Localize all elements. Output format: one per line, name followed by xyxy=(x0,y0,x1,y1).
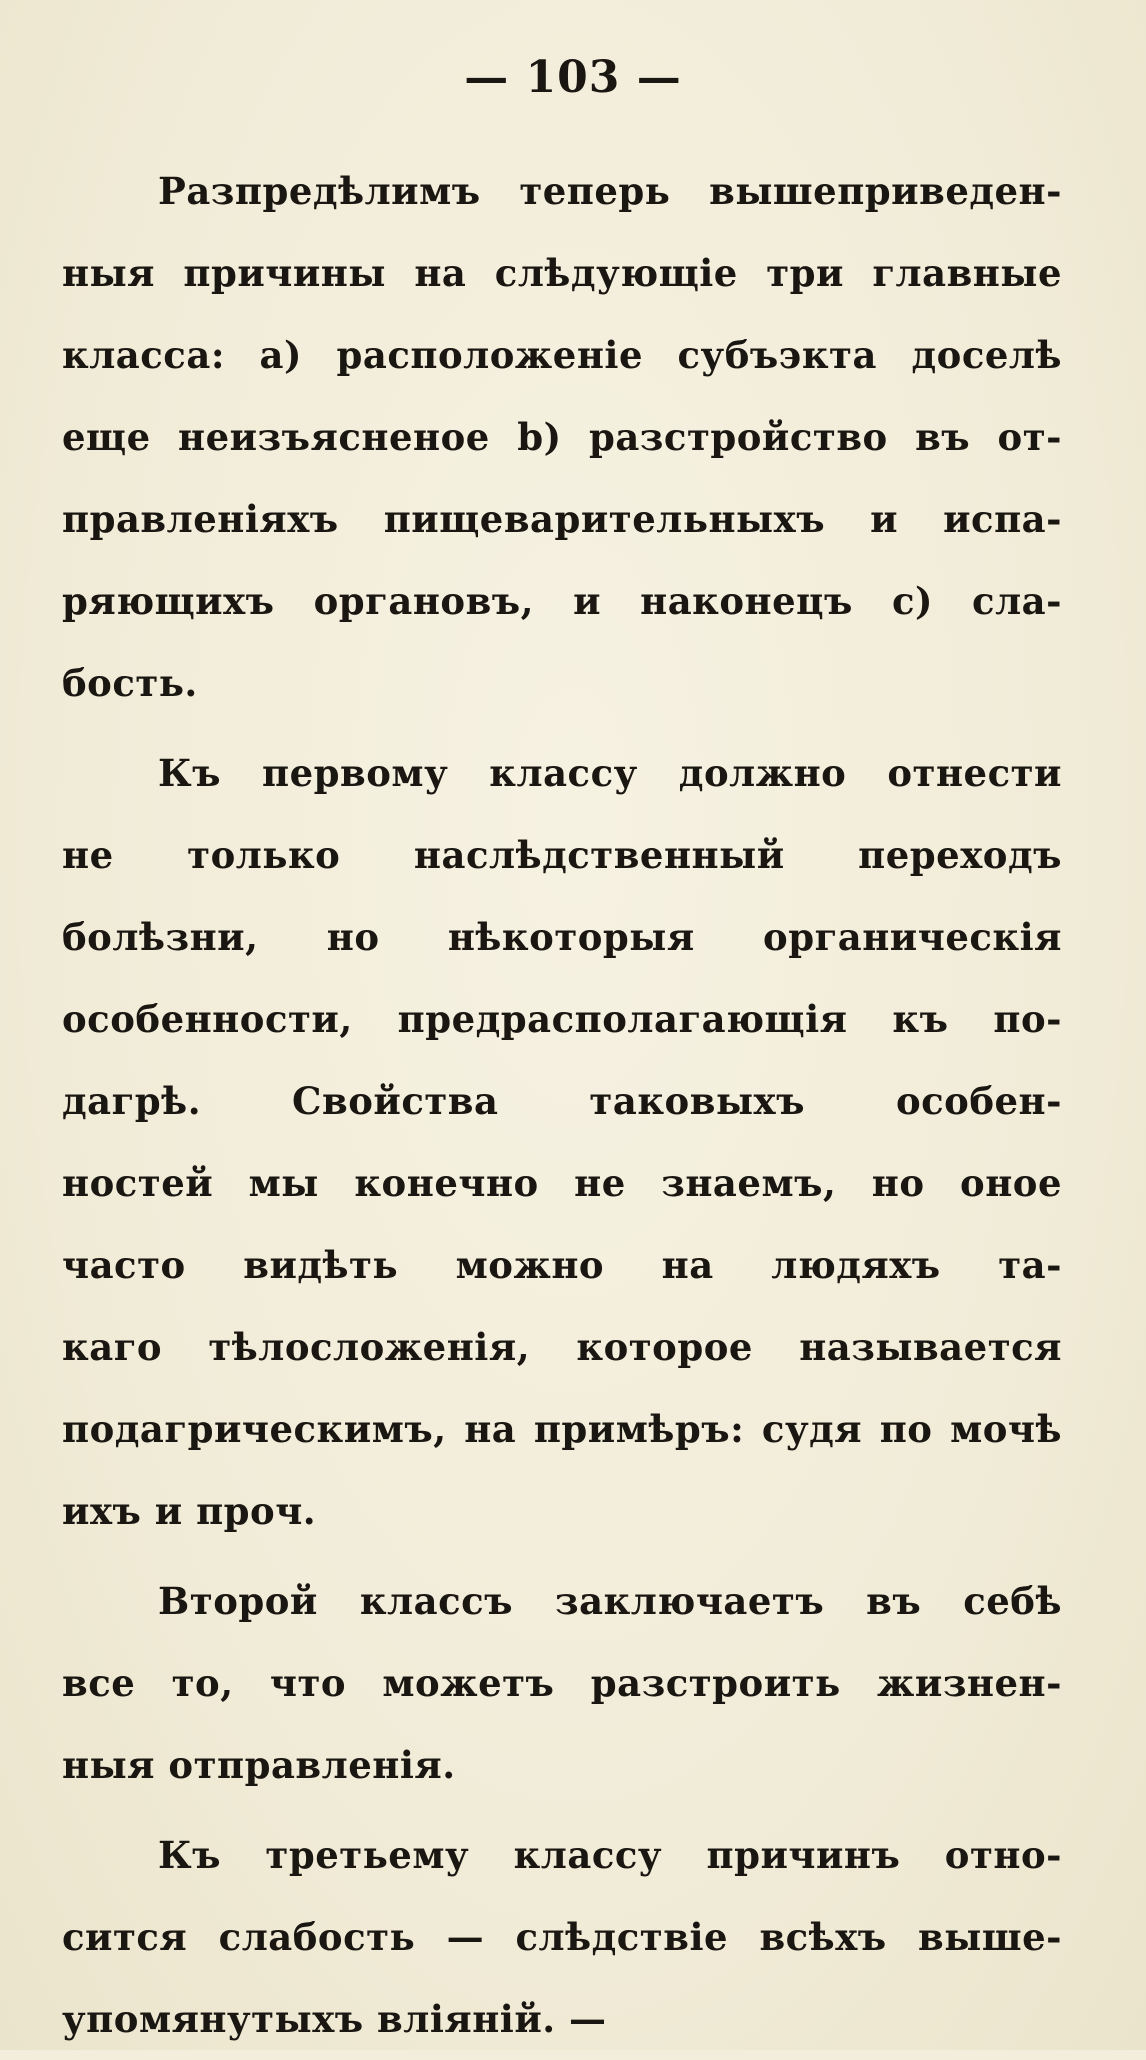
text-line: бость. xyxy=(62,661,198,705)
text-line: ныя отправленія. xyxy=(62,1743,456,1787)
text-line: ныя причины на слѣдующіе три главные xyxy=(62,251,1062,295)
text-line: каго тѣлосложенія, которое называется xyxy=(62,1325,1062,1369)
paragraph-3 xyxy=(62,1560,1062,1806)
paragraph-1 xyxy=(62,150,1062,724)
text-line: дагрѣ. Свойства таковыхъ особен- xyxy=(62,1079,1062,1123)
text-line: сится слабость — слѣдствіе всѣхъ выше- xyxy=(62,1915,1062,1959)
text-line: Второй классъ заключаетъ въ себѣ xyxy=(158,1579,1062,1623)
text-line: не только наслѣдственный переходъ xyxy=(62,833,1062,877)
text-line: упомянутыхъ вліяній. — xyxy=(62,1997,607,2041)
text-line: особенности, предрасполагающія къ по- xyxy=(62,997,1062,1041)
text-line: ностей мы конечно не знаемъ, но оное xyxy=(62,1161,1062,1205)
body-text xyxy=(62,150,1062,2060)
text-line: правленіяхъ пищеварительныхъ и испа- xyxy=(62,497,1062,541)
paragraph-4 xyxy=(62,1814,1062,2060)
text-line: ихъ и проч. xyxy=(62,1489,317,1533)
text-line: все то, что можетъ разстроить жизнен- xyxy=(62,1661,1062,1705)
text-line: ряющихъ органовъ, и наконецъ c) сла- xyxy=(62,579,1062,623)
text-line: болѣзни, но нѣкоторыя органическія xyxy=(62,915,1062,959)
text-line: Разпредѣлимъ теперь вышеприведен- xyxy=(158,169,1062,213)
text-line: еще неизъясненое b) разстройство въ от- xyxy=(62,415,1062,459)
paragraph-2 xyxy=(62,732,1062,1552)
page-number: — 103 — xyxy=(464,52,682,103)
text-line: класса: a) расположеніе субъэкта доселѣ xyxy=(62,333,1062,377)
text-line: Къ первому классу должно отнести xyxy=(158,751,1062,795)
text-line: часто видѣть можно на людяхъ та- xyxy=(62,1243,1062,1287)
text-line: подагрическимъ, на примѣръ: судя по мочѣ xyxy=(62,1407,1062,1451)
text-line: Къ третьему классу причинъ отно- xyxy=(158,1833,1062,1877)
